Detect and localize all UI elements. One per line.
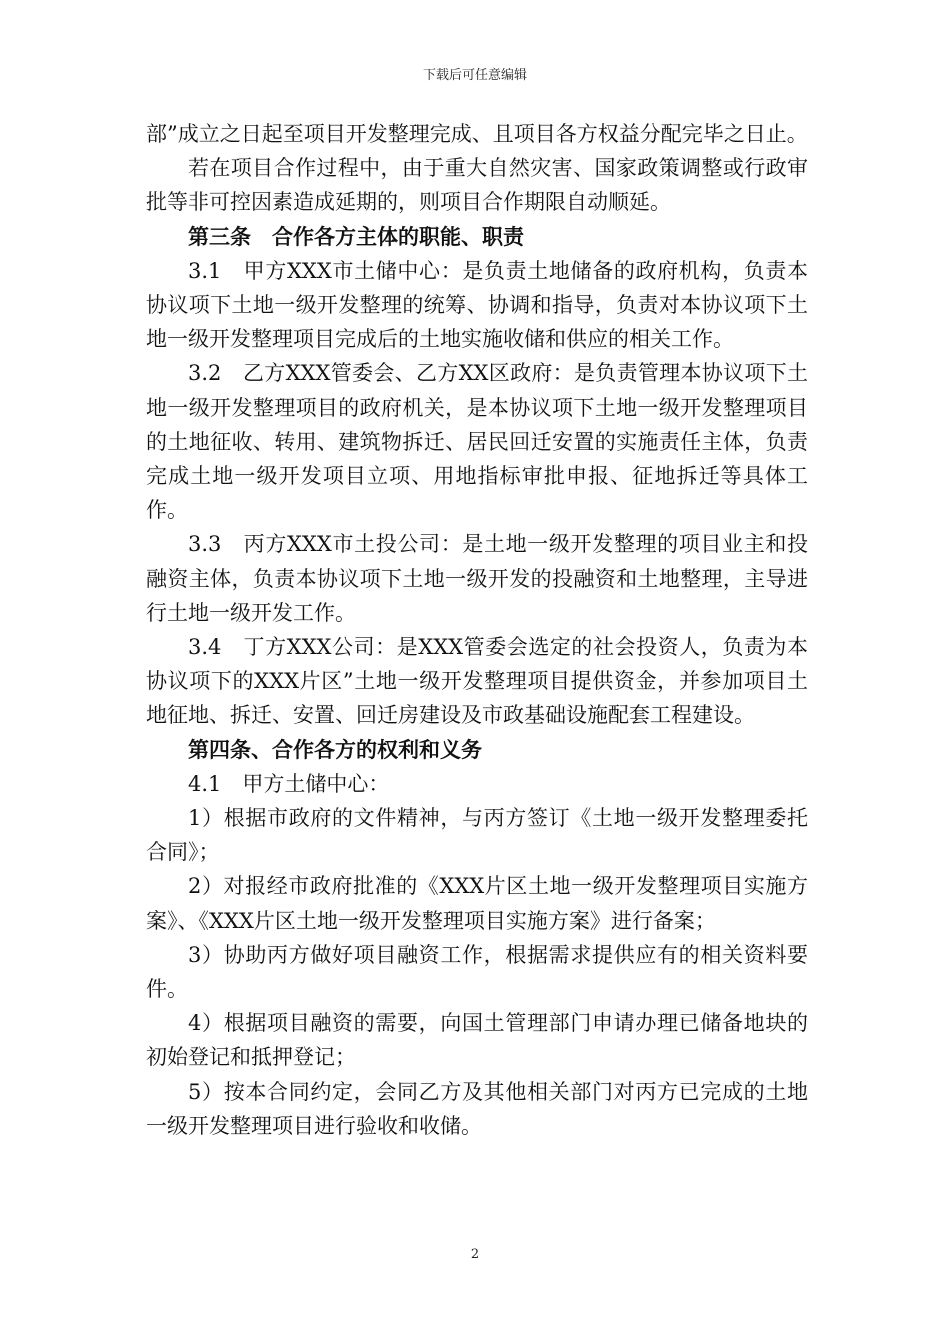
paragraph: 部”成立之日起至项目开发整理完成、且项目各方权益分配完毕之日止。	[146, 122, 808, 146]
paragraph: 4）根据项目融资的需要，向国土管理部门申请办理已储备地块的初始登记和抵押登记；	[146, 1011, 808, 1070]
paragraph: 若在项目合作过程中，由于重大自然灾害、国家政策调整或行政审批等非可控因素造成延期的，则项目合作期限自动顺延。	[146, 156, 808, 215]
paragraph: 1）根据市政府的文件精神，与丙方签订《土地一级开发整理委托合同》；	[146, 806, 808, 865]
paragraph: 2）对报经市政府批准的《XXX片区土地一级开发整理项目实施方案》、《XXX片区土地一级开发整理项目实施方案》进行备案；	[146, 874, 808, 933]
section-heading: 第三条 合作各方主体的职能、职责	[188, 223, 524, 249]
paragraph: 3.1 甲方XXX市土储中心：是负责土地储备的政府机构，负责本协议项下土地一级开发整理的统筹、协调和指导，负责对本协议项下土地一级开发整理项目完成后的土地实施收储和供应的相关工作。	[146, 258, 808, 352]
page-number: 2	[470, 1247, 480, 1262]
paragraph: 3.4 丁方XXX公司：是XXX管委会选定的社会投资人，负责为本协议项下的XXX片区”土地一级开发整理项目提供资金，并参加项目土地征地、拆迁、安置、回迁房建设及市政基础设施配套工程建设。	[146, 635, 808, 728]
paragraph: 4.1 甲方土储中心：	[188, 771, 390, 796]
paragraph: 3）协助丙方做好项目融资工作，根据需求提供应有的相关资料要件。	[146, 942, 808, 1002]
paragraph: 5）按本合同约定，会同乙方及其他相关部门对丙方已完成的土地一级开发整理项目进行验收和收储。	[146, 1079, 808, 1138]
paragraph: 3.2 乙方XXX管委会、乙方XX区政府：是负责管理本协议项下土地一级开发整理项目的政府机关，是本协议项下土地一级开发整理项目的土地征收、转用、建筑物拆迁、居民回迁安置的实施责任主体，负责完成土地一级开发项目立项、用地指标审批申报、征地拆迁等具体工作。	[146, 361, 808, 523]
section-heading: 第四条、合作各方的权利和义务	[188, 736, 482, 762]
header-note: 下载后可任意编辑	[422, 68, 527, 83]
paragraph: 3.3 丙方XXX市土投公司：是土地一级开发整理的项目业主和投融资主体，负责本协议项下土地一级开发的投融资和土地整理，主导进行土地一级开发工作。	[146, 532, 808, 625]
document-body	[146, 117, 808, 1143]
